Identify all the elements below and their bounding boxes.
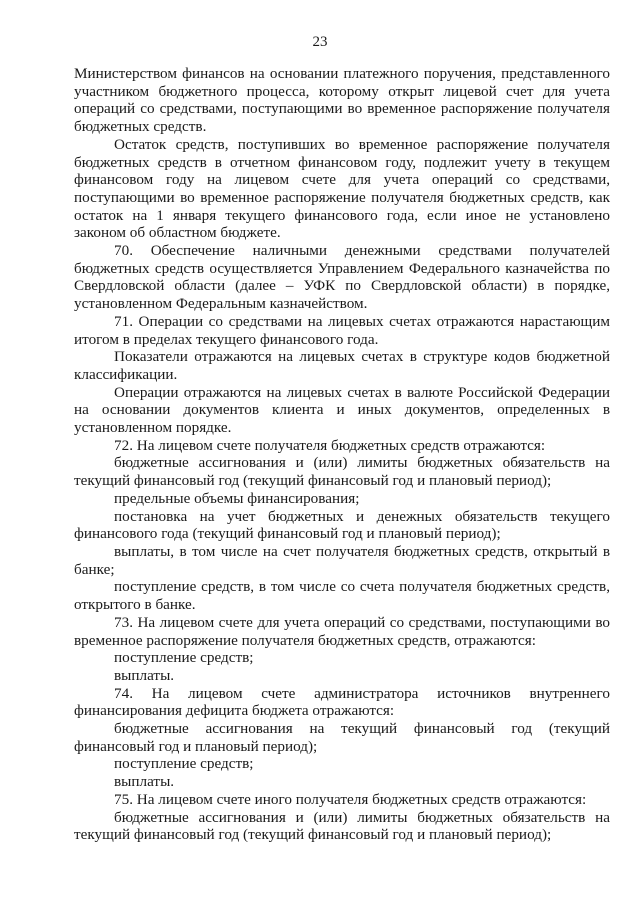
paragraph: 72. На лицевом счете получателя бюджетных средств отражаются: — [114, 436, 546, 454]
paragraph: 75. На лицевом счете иного получателя бюджетных средств отражаются: — [114, 790, 587, 808]
paragraph: Показатели отражаются на лицевых счетах в структуре кодов бюджетной классификации. — [74, 348, 610, 383]
paragraph: поступление средств; — [114, 649, 254, 667]
paragraph: поступление средств, в том числе со счета получателя бюджетных средств, открытого в банке. — [74, 578, 610, 614]
body-text — [74, 65, 610, 844]
paragraph: Министерством финансов на основании платежного поручения, представленного участником бюджетного процесса, которому открыт лицевой счет для учета операций со средствами, поступающими во временное распоряжение получателя бюджетных средств. — [74, 65, 610, 136]
paragraph: бюджетные ассигнования и (или) лимиты бюджетных обязательств на текущий финансовый год (текущий финансовый год и плановый период); — [74, 454, 610, 490]
paragraph: бюджетные ассигнования и (или) лимиты бюджетных обязательств на текущий финансовый год (текущий финансовый год и плановый период); — [74, 808, 610, 844]
paragraph: постановка на учет бюджетных и денежных обязательств текущего финансового года (текущий финансовый год и плановый период); — [74, 507, 610, 543]
paragraph: Остаток средств, поступивших во временное распоряжение получателя бюджетных средств в отчетном финансовом году, подлежит учету в текущем финансовом году на лицевом счете для учета операций со средствами, поступающими во временное распоряжение получателя бюджетных средств, как остаток на 1 января текущего финансового года, если иное не установлено законом об областном бюджете. — [74, 135, 610, 242]
paragraph: выплаты. — [114, 773, 175, 791]
page-number: 23 — [312, 34, 328, 50]
paragraph: предельные объемы финансирования; — [114, 489, 360, 507]
paragraph: выплаты, в том числе на счет получателя бюджетных средств, открытый в банке; — [74, 542, 610, 578]
paragraph: бюджетные ассигнования на текущий финансовый год (текущий финансовый год и плановый период); — [74, 720, 610, 755]
paragraph: 71. Операции со средствами на лицевых счетах отражаются нарастающим итогом в пределах текущего финансового года. — [74, 312, 610, 348]
paragraph: 73. На лицевом счете для учета операций со средствами, поступающими во временное распоряжение получателя бюджетных средств, отражаются: — [74, 613, 610, 649]
paragraph: выплаты. — [114, 666, 175, 684]
paragraph: Операции отражаются на лицевых счетах в валюте Российской Федерации на основании документов клиента и иных документов, определенных в установленном порядке. — [74, 383, 610, 437]
paragraph: поступление средств; — [114, 755, 254, 773]
paragraph: 70. Обеспечение наличными денежными средствами получателей бюджетных средств осуществляется Управлением Федерального казначейства по Свердловской области (далее – УФК по Свердловской области) в порядке, установленном Федеральным казначейством. — [74, 242, 610, 313]
paragraph: 74. На лицевом счете администратора источников внутреннего финансирования дефицита бюджета отражаются: — [74, 684, 610, 720]
